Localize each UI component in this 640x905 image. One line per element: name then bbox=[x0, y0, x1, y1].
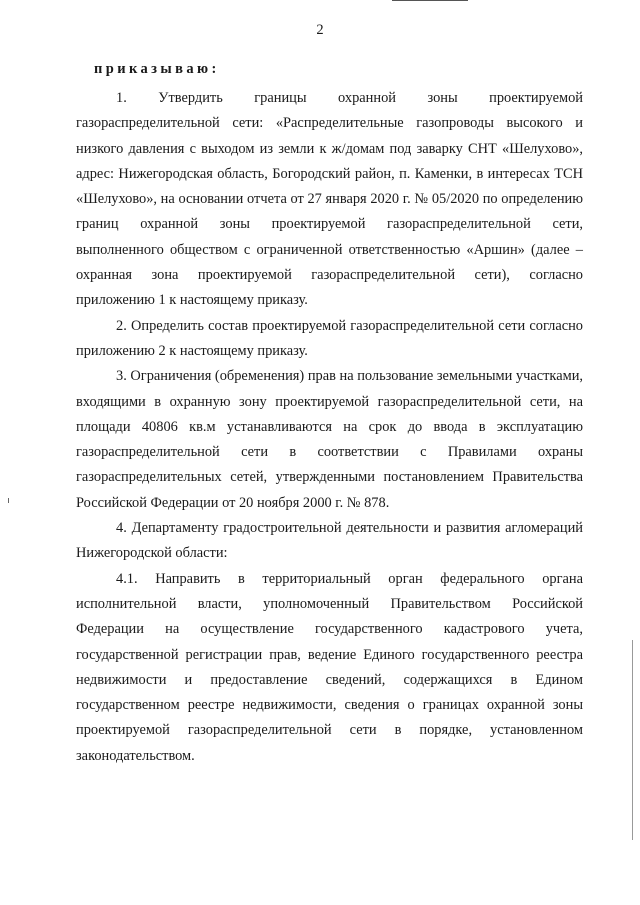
page-number: 2 bbox=[316, 22, 324, 38]
scan-mark-right bbox=[632, 640, 633, 840]
document-body bbox=[76, 86, 583, 769]
top-rule bbox=[392, 0, 468, 1]
paragraph-4-1: 4.1. Направить в территориальный орган федерального органа исполнительной власти, уполномоченный Правительством Российской Федерации на осуществление государственного кадастрового учета, государственной регистрации прав, ведение Единого государственного реестра недвижимости и предоставление сведений, содержащихся в Едином государственном реестре недвижимости, сведения о границах охранной зоны проектируемой газораспределительной сети в порядке, установленном законодательством. bbox=[76, 570, 583, 764]
decree-word: приказываю: bbox=[94, 61, 220, 77]
paragraph-1: 1. Утвердить границы охранной зоны проектируемой газораспределительной сети: «Распределительные газопроводы высокого и низкого давления с выходом из земли к ж/домам под заварку СНТ «Шелухово», адрес: Нижегородская область, Богородский район, п. Каменки, в интересах ТСН «Шелухово», на основании отчета от 27 января 2020 г. № 05/2020 по определению границ охранной зоны проектируемой газораспределительной сети, выполненного обществом с ограниченной ответственностью «Аршин» (далее – охранная зона проектируемой газораспределительной сети), согласно приложению 1 к настоящему приказу. bbox=[76, 90, 583, 309]
paragraph-2: 2. Определить состав проектируемой газораспределительной сети согласно приложению 2 к настоящему приказу. bbox=[76, 317, 583, 359]
scan-mark-left bbox=[8, 498, 9, 503]
paragraph-3: 3. Ограничения (обременения) прав на пользование земельными участками, входящими в охранную зону проектируемой газораспределительной сети, на площади 40806 кв.м устанавливаются на срок до ввода в эксплуатацию газораспределительной сети в соответствии с Правилами охраны газораспределительных сетей, утвержденными постановлением Правительства Российской Федерации от 20 ноября 2000 г. № 878. bbox=[76, 368, 583, 511]
paragraph-4: 4. Департаменту градостроительной деятельности и развития агломераций Нижегородской области: bbox=[76, 520, 583, 562]
